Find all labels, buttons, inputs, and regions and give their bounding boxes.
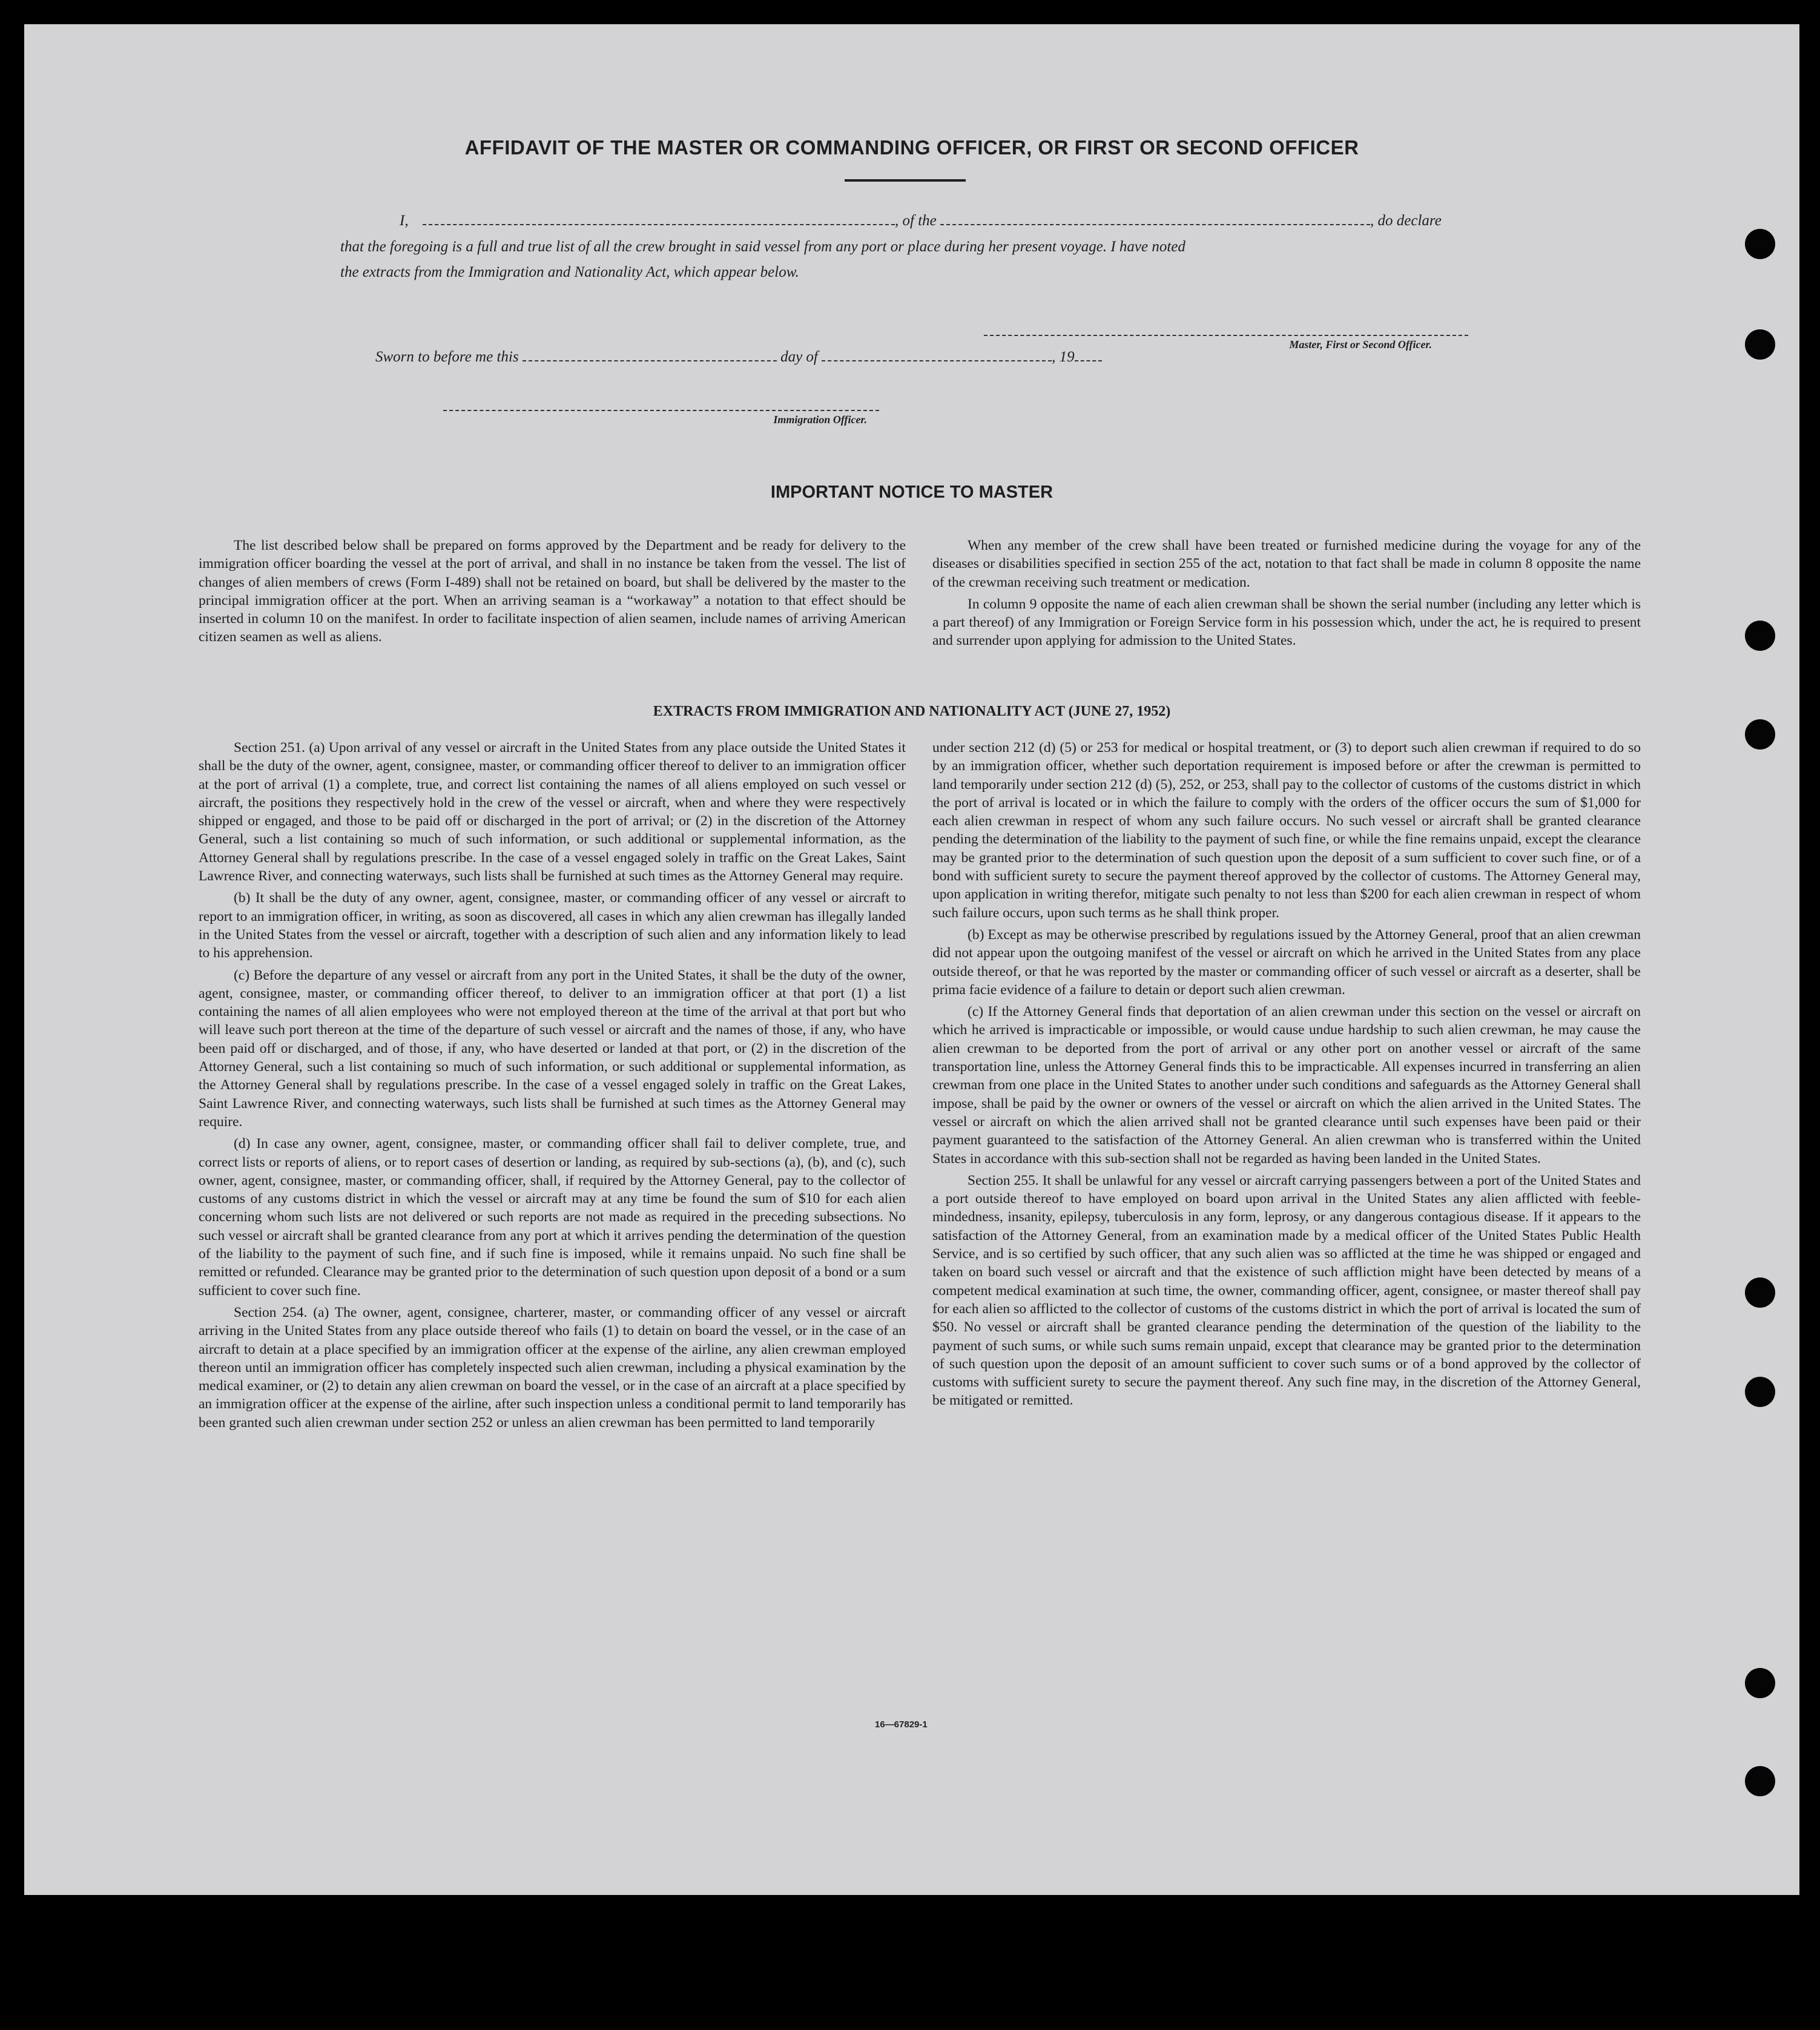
name-blank[interactable] — [423, 212, 895, 225]
declaration-line — [340, 212, 1491, 229]
extracts-right-column — [932, 739, 1641, 1414]
binder-hole — [1745, 1277, 1775, 1308]
title-rule — [845, 179, 966, 182]
year-blank[interactable] — [1075, 348, 1102, 361]
year-label: , 19 — [1052, 349, 1075, 365]
notice-right-text-2: In column 9 opposite the name of each alien crewman shall be shown the serial number (including any letter which is a part thereof) of any Immigration or Foreign Service form in his possession which, under the act, he is required to present and surrender upon applying for admission to the United States. — [932, 596, 1641, 649]
section-251c: (c) Before the departure of any vessel or aircraft from any port in the United States, it shall be the duty of the owner, agent, consignee, master, or commanding officer thereof, to deliver to an immigration officer at that port (1) a list containing the names of all alien employees who were not employed thereon at the time of the arrival at that port but who will leave such port thereon at the time of the departure of such vessel or aircraft and the names of those, if any, who have been paid off or discharged, and of those, if any, who have deserted or landed at that port, or (2) in the discretion of the Attorney General, such a list containing so much of such information, or such additional or supplemental information, as the Attorney General shall by regulations prescribe. In the case of a vessel engaged solely in traffic on the Great Lakes, Saint Lawrence River, and connecting waterways, such lists shall be furnished at such times as the Attorney General may require. — [199, 967, 906, 1130]
section-251b: (b) It shall be the duty of any owner, agent, consignee, master, or commanding officer of any vessel or aircraft to report to an immigration officer, in writing, as soon as discovered, all cases in which any alien crewman has illegally landed in the United States from the vessel or aircraft, together with a description of such alien and any information likely to lead to his apprehension. — [199, 890, 906, 961]
section-255: Section 255. It shall be unlawful for any vessel or aircraft carrying passengers between a port of the United States and a port outside thereof to have employed on board upon arrival in the United States any alien afflicted with feeble-mindedness, insanity, epilepsy, tuberculosis in any form, leprosy, or any dangerous contagious disease. If it appears to the satisfaction of the Attorney General, from an examination made by a medical officer of the United States Public Health Service, and is so certified by such officer, that any such alien was so afflicted at the time he was shipped or engaged and taken on board such vessel or aircraft and that the existence of such affliction might have been detected by means of a competent medical examination at such time, the owner, commanding officer, agent, consignee, or master thereof shall pay for each alien so afflicted to the collector of customs of the customs district in which the port of arrival is located the sum of $50. No vessel or aircraft shall be granted clearance pending the determination of the question of the liability to the payment of such sums, or while such sums remain unpaid, except that clearance may be granted prior to the determination of such question upon the deposit of an amount sufficient to cover such sums or of a bond approved by the collector of customs with sufficient surety to secure the payment thereof. Any such fine may, in the discretion of the Attorney General, be mitigated or remitted. — [932, 1172, 1641, 1409]
binder-hole — [1745, 329, 1775, 360]
affidavit-title: AFFIDAVIT OF THE MASTER OR COMMANDING OFFICER, OR FIRST OR SECOND OFFICER — [464, 136, 1359, 159]
extracts-left-column — [199, 739, 906, 1435]
binder-hole — [1745, 1668, 1775, 1698]
sworn-day-blank[interactable] — [523, 348, 777, 361]
master-signature-blank[interactable] — [984, 323, 1468, 336]
section-254a-continued: under section 212 (d) (5) or 253 for medical or hospital treatment, or (3) to deport such alien crewman if required to do so by an immigration officer, whether such deportation requirement is imposed before or after the crewman is permitted to land temporarily under section 212 (d) (5), 252, or 253, shall pay to the collector of customs of the customs district in which the port of arrival is located or in which the failure to comply with the orders of the officer occurs the sum of $1,000 for each alien crewman in respect of whom any such failure occurs. No such vessel or aircraft shall be granted clearance pending the determination of the liability to the payment of such fine, or while the fine remains unpaid, except the clearance may be granted prior to the determination of such question upon the deposit of a sum sufficient to cover such fine, or of a bond with sufficient surety to secure the payment thereof approved by the collector of customs. The Attorney General may, upon application in writing therefor, mitigate such penalty to not less than $200 for each alien crewman in respect of whom such failure occurs, upon such terms as he shall think proper. — [932, 740, 1641, 921]
notice-right-text-1: When any member of the crew shall have been treated or furnished medicine during the voyage for any of the diseases or disabilities specified in section 255 of the act, notation to that fact shall be made in column 8 opposite the name of the crewman receiving such treatment or medication. — [932, 538, 1641, 590]
binder-hole — [1745, 1766, 1775, 1796]
binder-hole — [1745, 621, 1775, 651]
i-label: I, — [400, 213, 409, 229]
notice-title: IMPORTANT NOTICE TO MASTER — [770, 483, 1053, 502]
form-number: 16—67829-1 — [875, 1719, 928, 1730]
section-254b: (b) Except as may be otherwise prescribed by regulations issued by the Attorney General, proof that an alien crewman did not appear upon the outgoing manifest of the vessel or aircraft on which he arrived in the United States from any place outside thereof, or that he was reported by the master or commanding officer of such vessel or aircraft as a deserter, shall be prima facie evidence of a failure to detain or deport such alien crewman. — [932, 926, 1641, 998]
extracts-title: EXTRACTS FROM IMMIGRATION AND NATIONALITY ACT (JUNE 27, 1952) — [653, 704, 1171, 719]
day-of-label: day of — [780, 349, 818, 365]
binder-hole — [1745, 719, 1775, 750]
officer-signature-blank[interactable] — [443, 398, 879, 411]
section-254a: Section 254. (a) The owner, agent, consignee, charterer, master, or commanding officer of any vessel or aircraft arriving in the United States from any place outside thereof who fails (1) to detain on board the vessel, or in the case of an aircraft to detain at a place specified by an immigration officer at the expense of the airline, any alien crewman employed thereon until an immigration officer has completely inspected such alien crewman, including a physical examination by the medical examiner, or (2) to detain any alien crewman on board the vessel, or in the case of an aircraft at a place specified by an immigration officer at the expense of the airline, after such inspection unless a conditional permit to land temporarily has been granted such alien crewman under section 252 or unless an alien crewman has been permitted to land temporarily — [199, 1304, 906, 1431]
notice-left-column — [199, 536, 906, 650]
of-the-label: , of the — [895, 213, 937, 229]
master-label: Master, First or Second Officer. — [1289, 338, 1432, 351]
master-signature-block — [984, 323, 1468, 351]
sworn-line — [375, 348, 1526, 366]
binder-hole — [1745, 1377, 1775, 1407]
notice-right-column — [932, 536, 1641, 654]
do-declare-label: , do declare — [1370, 213, 1442, 229]
section-251a: Section 251. (a) Upon arrival of any vessel or aircraft in the United States from any place outside the United States it shall be the duty of the owner, agent, consignee, master, or commanding officer thereof to deliver to an immigration officer at the port of arrival (1) a complete, true, and correct list containing the names of all aliens employed on such vessel or aircraft, the positions they respectively hold in the crew of the vessel or aircraft, when and where they were respectively shipped or engaged, and those to be paid off or discharged in the port of arrival; or (2) in the discretion of the Attorney General, such a list containing so much of such information, or such additional or supplemental information, as the Attorney General shall by regulations prescribe. In the case of a vessel engaged solely in traffic on the Great Lakes, Saint Lawrence River, and connecting waterways, such lists shall be furnished at such times as the Attorney General may require. — [199, 740, 906, 885]
declaration-statement-2: the extracts from the Immigration and Nationality Act, which appear below. — [340, 264, 799, 280]
month-blank[interactable] — [822, 348, 1052, 361]
officer-signature-block — [443, 398, 879, 426]
section-251d: (d) In case any owner, agent, consignee, master, or commanding officer shall fail to deliver complete, true, and correct lists or reports of aliens, or to report cases of desertion or landing, as required by sub-sections (a), (b), and (c), such owner, agent, consignee, master, or commanding officer, shall, if required by the Attorney General, pay to the collector of customs of any customs district in which the vessel or aircraft may at any time be found the sum of $10 for each alien concerning whom such lists are not delivered or such reports are not made as required in the preceding subsections. No such vessel or aircraft shall be granted clearance from any port at which it arrives pending the determination of the question of the liability to the payment of such fine, and if such fine is imposed, while it remains unpaid. No such fine shall be remitted or refunded. Clearance may be granted prior to the determination of such question upon deposit of a bond or a sum sufficient to cover such fine. — [199, 1136, 906, 1299]
sworn-label: Sworn to before me this — [375, 349, 519, 365]
officer-label: Immigration Officer. — [773, 414, 867, 426]
vessel-blank[interactable] — [940, 212, 1370, 225]
section-254c: (c) If the Attorney General finds that deportation of an alien crewman under this section on the vessel or aircraft on which he arrived is impracticable or impossible, or would cause undue hardship to such alien crewman, he may cause the alien crewman to be deported from the port of arrival or any other port on another vessel or aircraft of the same transportation line, unless the Attorney General finds this to be impracticable. All expenses incurred in transferring an alien crewman from one place in the United States to another under such conditions and safeguards as the Attorney General shall impose, shall be paid by the owner or owners of the vessel or aircraft on which the alien arrived in the United States. The vessel or aircraft on which the alien arrived shall not be granted clearance until such expenses have been paid or their payment guaranteed to the satisfaction of the Attorney General. An alien crewman who is transferred within the United States in accordance with this sub-section shall not be regarded as having been landed in the United States. — [932, 1004, 1641, 1167]
declaration-statement-1: that the foregoing is a full and true list of all the crew brought in said vessel from any port or place during her present voyage. I have noted — [340, 239, 1185, 255]
notice-left-text: The list described below shall be prepared on forms approved by the Department and be ready for delivery to the immigration officer boarding the vessel at the port of arrival, and shall in no instance be taken from the vessel. The list of changes of alien members of crews (Form I-489) shall not be retained on board, but shall be delivered by the master to the principal immigration officer at the port. When an arriving seaman is a “workaway” a notation to that effect should be inserted in column 10 on the manifest. In order to facilitate inspection of alien seamen, include names of arriving American citizen seamen as well as aliens. — [199, 538, 906, 645]
binder-hole — [1745, 229, 1775, 259]
document-page — [24, 24, 1799, 1895]
